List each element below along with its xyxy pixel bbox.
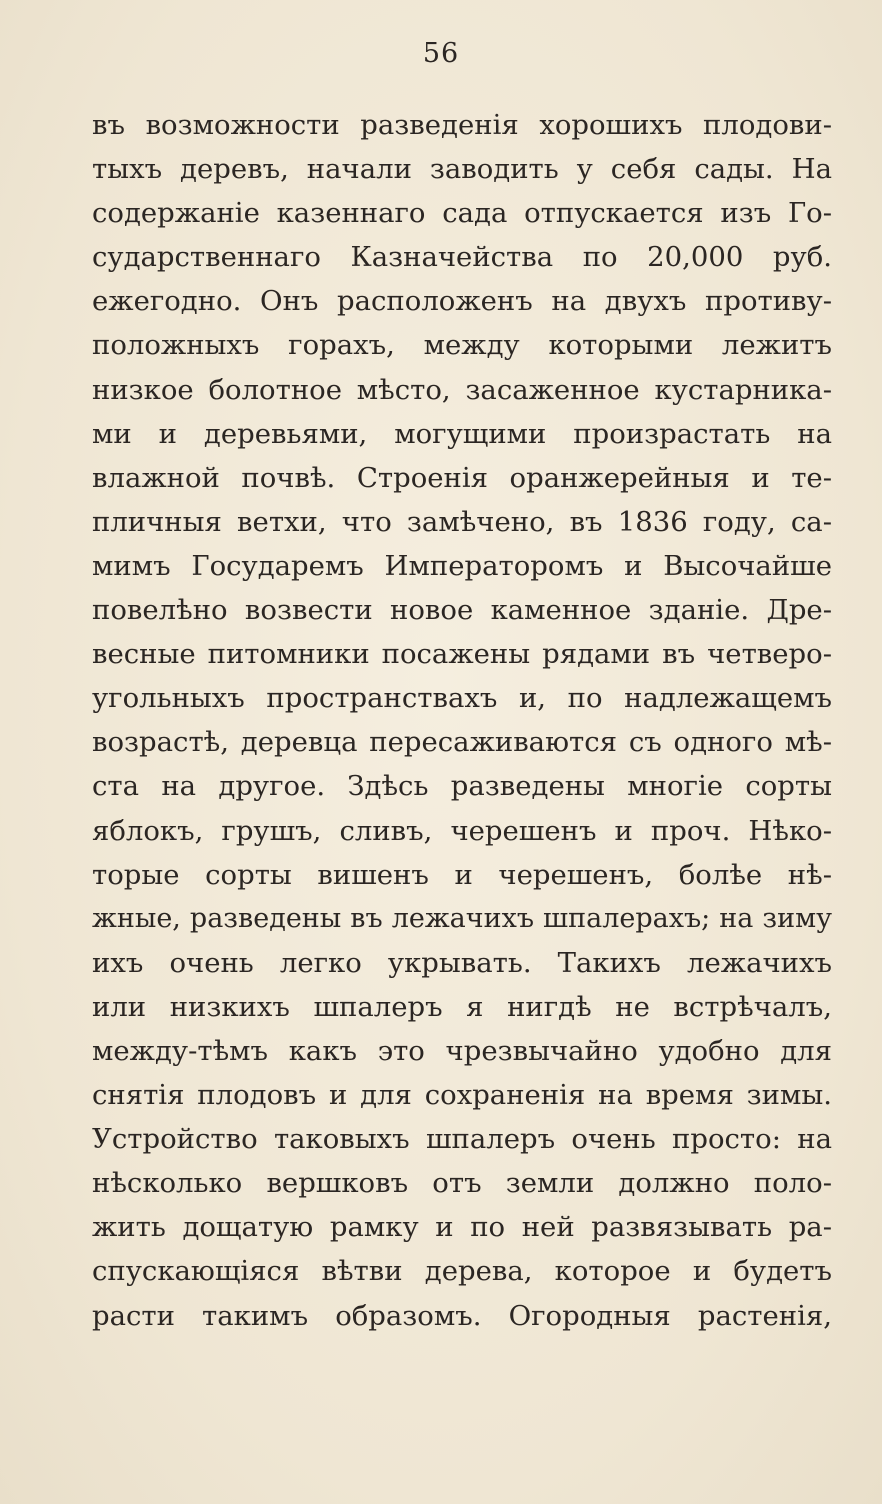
text-line: жные, разведены въ лежачихъ шпалерахъ; на зиму [92,902,832,934]
text-line: возрастѣ, деревца пересаживаются съ одного мѣ- [92,726,832,759]
text-line: ихъ очень легко укрывать. Такихъ лежачихъ [92,946,832,979]
text-line: торые сорты вишенъ и черешенъ, болѣе нѣ- [92,858,832,891]
text-line: влажной почвѣ. Строенія оранжерейныя и те- [92,461,832,494]
text-line: снятія плодовъ и для сохраненія на время зимы. [92,1079,832,1112]
text-line: въ возможности разведенія хорошихъ плодови- [92,109,832,141]
text-line: нѣсколько вершковъ отъ земли должно поло- [92,1167,832,1200]
body-text [92,103,832,1338]
text-line: расти такимъ образомъ. Огородныя растенія, [92,1299,832,1332]
text-line: Устройство таковыхъ шпалеръ очень просто: на [92,1123,832,1156]
text-line: пличныя ветхи, что замѣчено, въ 1836 году, са- [92,505,832,538]
text-line: ми и деревьями, могущими произрастать на [92,417,832,450]
text-line: тыхъ деревъ, начали заводить у себя сады. На [92,153,832,186]
text-line: содержаніе казеннаго сада отпускается изъ Го- [92,197,832,230]
text-line: повелѣно возвести новое каменное зданіе. Дре- [92,594,832,627]
text-line: положныхъ горахъ, между которыми лежитъ [92,329,832,362]
text-line: низкое болотное мѣсто, засаженное кустарника- [92,373,832,406]
text-line: яблокъ, грушъ, сливъ, черешенъ и проч. Нѣко- [92,814,832,847]
text-line: весные питомники посажены рядами въ четверо- [92,638,832,671]
text-line: между-тѣмъ какъ это чрезвычайно удобно для [92,1034,832,1067]
text-line: сударственнаго Казначейства по 20,000 руб. [92,241,832,274]
text-line: мимъ Государемъ Императоромъ и Высочайше [92,549,832,582]
text-line: ежегодно. Онъ расположенъ на двухъ противу- [92,285,832,318]
text-line: или низкихъ шпалеръ я нигдѣ не встрѣчалъ, [92,990,832,1023]
text-line: угольныхъ пространствахъ и, по надлежащемъ [92,682,832,715]
text-line: ста на другое. Здѣсь разведены многіе сорты [92,770,832,803]
page-number: 56 [422,38,460,69]
text-line: спускающіяся вѣтви дерева, которое и будетъ [92,1255,832,1288]
text-line: жить дощатую рамку и по ней развязывать ра- [92,1211,832,1244]
